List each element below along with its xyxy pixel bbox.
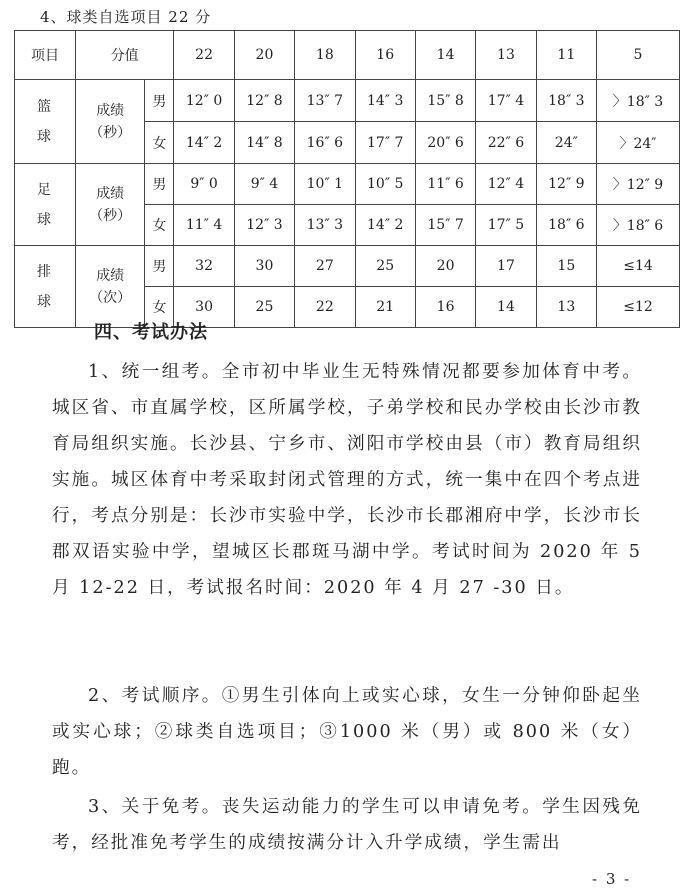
metric-label-line: （秒） [89, 124, 132, 141]
sex-cell: 男 [145, 246, 174, 287]
sex-cell: 男 [145, 164, 174, 205]
score-cell: 12″ 4 [476, 164, 536, 205]
score-cell: 12″ 8 [234, 80, 294, 122]
sex-cell: 女 [145, 205, 174, 246]
paragraph: 1、统一组考。全市初中毕业生无特殊情况都要参加体育中考。城区省、市直属学校，区所属学校，子弟学校和民办学校由长沙市教育局组织实施。长沙县、宁乡市、浏阳市学校由县（市）教育局组织实施。城区体育中考采取封闭式管理的方式，统一集中在四个考点进行，考点分别是：长沙市实验中学，长沙市长郡湘府中学，长沙市长郡双语实验中学，望城区长郡斑马湖中学。考试时间为 2020 年 5 月 12-22 日，考试报名时间：2020 年 4 月 27 -30 日。 [52, 362, 642, 598]
table-row [15, 246, 680, 287]
score-cell: 10″ 1 [295, 164, 355, 205]
sport-name-char: 球 [37, 128, 53, 145]
header-points: 18 [295, 31, 355, 80]
sex-cell: 男 [145, 80, 174, 122]
metric-label-line: （秒） [89, 207, 132, 224]
score-cell: 24″ [536, 122, 596, 164]
sport-name [15, 80, 76, 164]
score-cell: 20″ 6 [415, 122, 475, 164]
metric-label-line: 成绩 [96, 267, 125, 284]
score-cell: 25 [234, 287, 294, 328]
score-cell: 14″ 8 [234, 122, 294, 164]
score-cell: 9″ 0 [174, 164, 234, 205]
score-cell: 20 [415, 246, 475, 287]
score-cell: 12″ 9 [536, 164, 596, 205]
score-cell: 16 [415, 287, 475, 328]
metric-label-line: （次） [89, 289, 132, 306]
score-cell: 16″ 6 [295, 122, 355, 164]
score-cell: 15 [536, 246, 596, 287]
header-points: 22 [174, 31, 234, 80]
score-cell: 11″ 6 [415, 164, 475, 205]
header-points: 14 [415, 31, 475, 80]
score-table [14, 30, 680, 328]
score-cell: 22″ 6 [476, 122, 536, 164]
score-cell: 22 [295, 287, 355, 328]
sport-name [15, 246, 76, 328]
score-cell: 〉18″ 3 [597, 80, 680, 122]
sport-name-char: 篮 [37, 98, 53, 115]
header-points: 5 [597, 31, 680, 80]
header-score: 分值 [76, 31, 174, 80]
sport-name-char: 球 [37, 293, 53, 310]
score-cell: 10″ 5 [355, 164, 415, 205]
metric-label [76, 246, 145, 328]
table-row [15, 164, 680, 205]
header-points: 13 [476, 31, 536, 80]
score-cell: 27 [295, 246, 355, 287]
score-cell: 13″ 3 [295, 205, 355, 246]
score-cell: 9″ 4 [234, 164, 294, 205]
score-cell: 17″ 5 [476, 205, 536, 246]
score-cell: 30 [234, 246, 294, 287]
sport-name-char: 足 [37, 181, 53, 198]
table-row [15, 80, 680, 122]
score-cell: 21 [355, 287, 415, 328]
score-cell: 25 [355, 246, 415, 287]
metric-label [76, 164, 145, 246]
score-cell: 32 [174, 246, 234, 287]
score-cell: 〉12″ 9 [597, 164, 680, 205]
score-cell: ≤12 [597, 287, 680, 328]
sport-name-char: 排 [37, 263, 53, 280]
header-item: 项目 [15, 31, 76, 80]
page-number: - 3 - [592, 870, 632, 888]
score-cell: ≤14 [597, 246, 680, 287]
score-cell: 14″ 2 [174, 122, 234, 164]
paragraph: 2、考试顺序。①男生引体向上或实心球，女生一分钟仰卧起坐或实心球；②球类自选项目；③1000 米（男）或 800 米（女）跑。 [52, 686, 642, 778]
header-points: 16 [355, 31, 415, 80]
sport-name [15, 164, 76, 246]
score-cell: 14″ 2 [355, 205, 415, 246]
header-points: 11 [536, 31, 596, 80]
score-cell: 13″ 7 [295, 80, 355, 122]
paragraph: 3、关于免考。丧失运动能力的学生可以申请免考。学生因残免考，经批准免考学生的成绩按满分计入升学成绩，学生需出 [52, 797, 642, 853]
score-cell: 11″ 4 [174, 205, 234, 246]
score-cell: 〉18″ 6 [597, 205, 680, 246]
score-cell: 18″ 6 [536, 205, 596, 246]
header-points: 20 [234, 31, 294, 80]
score-cell: 12″ 0 [174, 80, 234, 122]
score-cell: 17″ 4 [476, 80, 536, 122]
score-cell: 15″ 7 [415, 205, 475, 246]
metric-label-line: 成绩 [96, 102, 125, 119]
section-heading: 四、考试办法 [94, 322, 208, 343]
table-caption: 4、球类自选项目 22 分 [40, 8, 212, 26]
sport-name-char: 球 [37, 211, 53, 228]
sex-cell: 女 [145, 122, 174, 164]
score-cell: 17 [476, 246, 536, 287]
score-cell: 18″ 3 [536, 80, 596, 122]
score-cell: 13 [536, 287, 596, 328]
table-header-row [15, 31, 680, 80]
score-cell: 〉24″ [597, 122, 680, 164]
score-cell: 17″ 7 [355, 122, 415, 164]
score-cell: 12″ 3 [234, 205, 294, 246]
score-cell: 14″ 3 [355, 80, 415, 122]
sex-cell: 女 [145, 287, 174, 328]
metric-label-line: 成绩 [96, 185, 125, 202]
score-cell: 14 [476, 287, 536, 328]
score-cell: 15″ 8 [415, 80, 475, 122]
metric-label [76, 80, 145, 164]
score-cell: 30 [174, 287, 234, 328]
